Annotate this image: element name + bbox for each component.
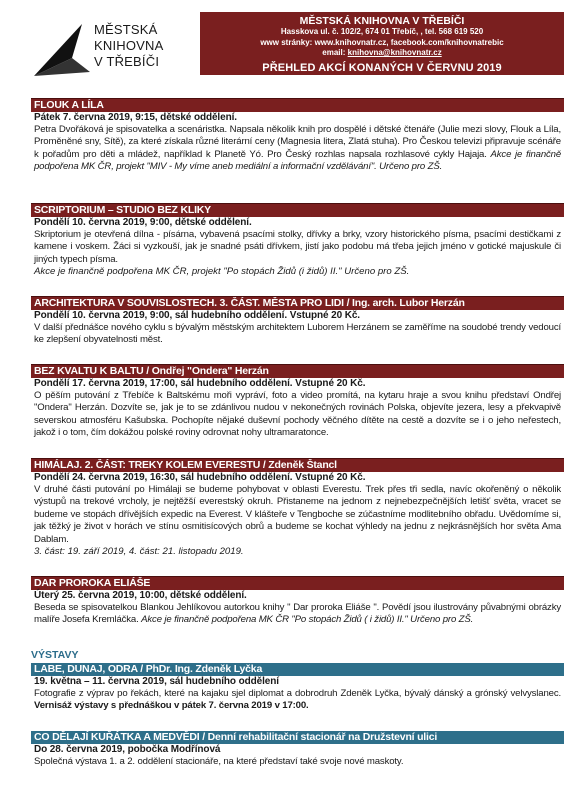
event-section [31,98,564,174]
event-section [31,296,564,347]
event-note: Akce je finančně podpořena MK ČR, projekt "MIV - My víme aneb mediální a informační vzdělávání". Určeno pro ZŠ. [34,148,562,173]
exhibition-date: Do 28. června 2019, pobočka Modřínová [34,744,221,755]
header-subtitle: PŘEHLED AKCÍ KONANÝCH V ČERVNU 2019 [262,61,502,74]
logo-line3: V TŘEBÍČI [94,54,160,69]
event-body: V další přednášce nového cyklu s bývalým městským architektem Luborem Herzánem se zaměříme na soudobé trendy vedoucí ke zlepšení obyvatelnosti měst. [34,322,561,346]
event-date: Pátek 7. června 2019, 9:15, dětské oddělení. [34,112,237,123]
header-title: MĚSTSKÁ KNIHOVNA V TŘEBÍČI [299,15,465,27]
event-date: Pondělí 24. června 2019, 16:30, sál hudebního oddělení. Vstupné 20 Kč. [34,472,366,483]
event-title: DAR PROROKA ELIÁŠE [31,576,564,590]
event-description [31,602,564,627]
logo-text [94,22,164,70]
header-web: www stránky: www.knihovnatr.cz, facebook.com/knihovnatrebic [260,37,504,47]
logo-line1: MĚSTSKÁ [94,22,158,37]
event-title: FLOUK A LÍLA [31,98,564,112]
event-body: Petra Dvořáková je spisovatelka a scenáristka. Napsala několik knih pro dospělé i dětské čtenáře (Julie mezi slovy, Flouk a Líla, Proměněné sny, Sítě), za které získala různé literární ceny (Magnesia litera, Zlatá stuha). Pro Českou televizi připravuje scénáře k pořadům pro děti a mládež, například k Planetě Yó. Pro Český rozhlas napsala rozhlasové cykly Hajaja. [34,124,561,160]
book-triangle-icon [32,18,92,78]
event-date: Pondělí 10. června 2019, 9:00, sál hudebního oddělení. Vstupné 20 Kč. [34,310,360,321]
email-label: email: [322,48,346,57]
event-description [31,124,564,174]
exhibition-vernissage: Vernisáž výstavy s přednáškou v pátek 7. června 2019 v 17:00. [34,700,309,712]
event-body: V druhé části putování po Himálaji se budeme pohybovat v oblasti Everestu. Trek přes tři sedla, navíc okořeněný o několik výstupů na trekové vrcholy, je nejtěžší everestský okruh. Přistaneme na jednom z nejnebezpečnějších letišť světa, vracet se budeme ve stopách dřívějších expedic na Everest. V klášteře v Tengboche se zúčastníme modlitebního obřadu. Uvědomíme si, jak těžký je život v horách ve stínu osmitisícových obrů a budeme se kochat výhledy na jednu z nejkrásnějších hor světa Ama Dablam. [34,484,561,545]
header-address: Hasskova ul. č. 102/2, 674 01 Třebíč, , tel. 568 619 520 [280,27,484,36]
event-body: O pěším putování z Třebíče k Baltskému moři vypráví, foto a video promítá, na kytaru hraje a svou knihu představí Ondřej "Ondera" Herzán. Dozvíte se, jak je to se zdánlivou nudou v nekonečných rovinách Polska, objevíte jezera, lesy a překvapivě severskou atmosféru Kašubska. Pochopíte nějaké duševní pochody věčného dítěte na cestě a dozvíte se i o jeho neřestech, jakož i o tom, čím dokážou polské roviny odrovnat nohy ultramaratonce. [34,390,561,439]
event-section [31,203,564,279]
exhibition-section [31,731,564,768]
event-section [31,576,564,627]
exhibition-title: LABE, DUNAJ, ODRA / PhDr. Ing. Zdeněk Lyčka [31,663,564,676]
exhibitions-heading: VÝSTAVY [31,649,79,661]
event-date: Pondělí 10. června 2019, 9:00, dětské oddělení. [34,217,252,228]
event-body: Beseda se spisovatelkou Blankou Jehlíkovou autorkou knihy " Dar proroka Eliáše ". Povědí jsou ilustrovány půvabnými obrázky malíře Josefa Kremláčka. [34,602,561,626]
event-body: Skriptorium je otevřená dílna - písárna, vybavená psacími stolky, dřívky a brky, vzory historického písma, psacími destičkami z kamene i voskem. Žáci si vyzkouší, jak je snadné psáti dřívkem, jistí jako podobu má třeba jejich jméno v gotické majuskule či jiných typech písma. [34,229,561,265]
event-title: BEZ KVALTU K BALTU / Ondřej "Ondera" Herzán [31,364,564,378]
event-title: HIMÁLAJ. 2. ČÁST: TREKY KOLEM EVERESTU / Zdeněk Štancl [31,458,564,472]
library-logo [32,18,182,78]
event-note: Akce je finančně podpořena MK ČR, projekt "Po stopách Židů (i židů) II." Určeno pro ZŠ. [34,266,410,278]
exhibition-description [31,688,564,713]
exhibition-title: CO DĚLAJÍ KUŘÁTKA A MEDVĚDI / Denní rehabilitační stacionář na Družstevní ulici [31,731,564,744]
event-note: 3. část: 19. září 2019, 4. část: 21. listopadu 2019. [34,546,244,558]
exhibition-section [31,663,564,713]
exhibition-body: Fotografie z výprav po řekách, které na kajaku sjel diplomat a dobrodruh Zdeněk Lyčka, bývalý dánský a grónský velvyslanec. [34,688,561,699]
event-title: ARCHITEKTURA V SOUVISLOSTECH. 3. ČÁST. MĚSTA PRO LIDI / Ing. arch. Lubor Herzán [31,296,564,310]
event-title: SCRIPTORIUM – STUDIO BEZ KLIKY [31,203,564,217]
header-box [200,12,564,75]
event-note: Akce je finančně podpořena MK ČR "Po stopách Židů ( i židů) II." Určeno pro ZŠ. [141,614,474,626]
exhibition-body: Společná výstava 1. a 2. oddělení stacionáře, na které představí také svoje nové maskoty. [34,756,404,767]
header-email-line [200,48,564,59]
event-section [31,364,564,440]
event-section [31,458,564,558]
email-link[interactable]: knihovna@knihovnatr.cz [347,48,442,57]
logo-line2: KNIHOVNA [94,38,164,53]
event-date: Pondělí 17. června 2019, 17:00, sál hudebního oddělení. Vstupné 20 Kč. [34,378,366,389]
event-date: Úterý 25. června 2019, 10:00, dětské oddělení. [34,590,247,601]
exhibition-date: 19. května – 11. června 2019, sál hudebního oddělení [34,676,279,687]
